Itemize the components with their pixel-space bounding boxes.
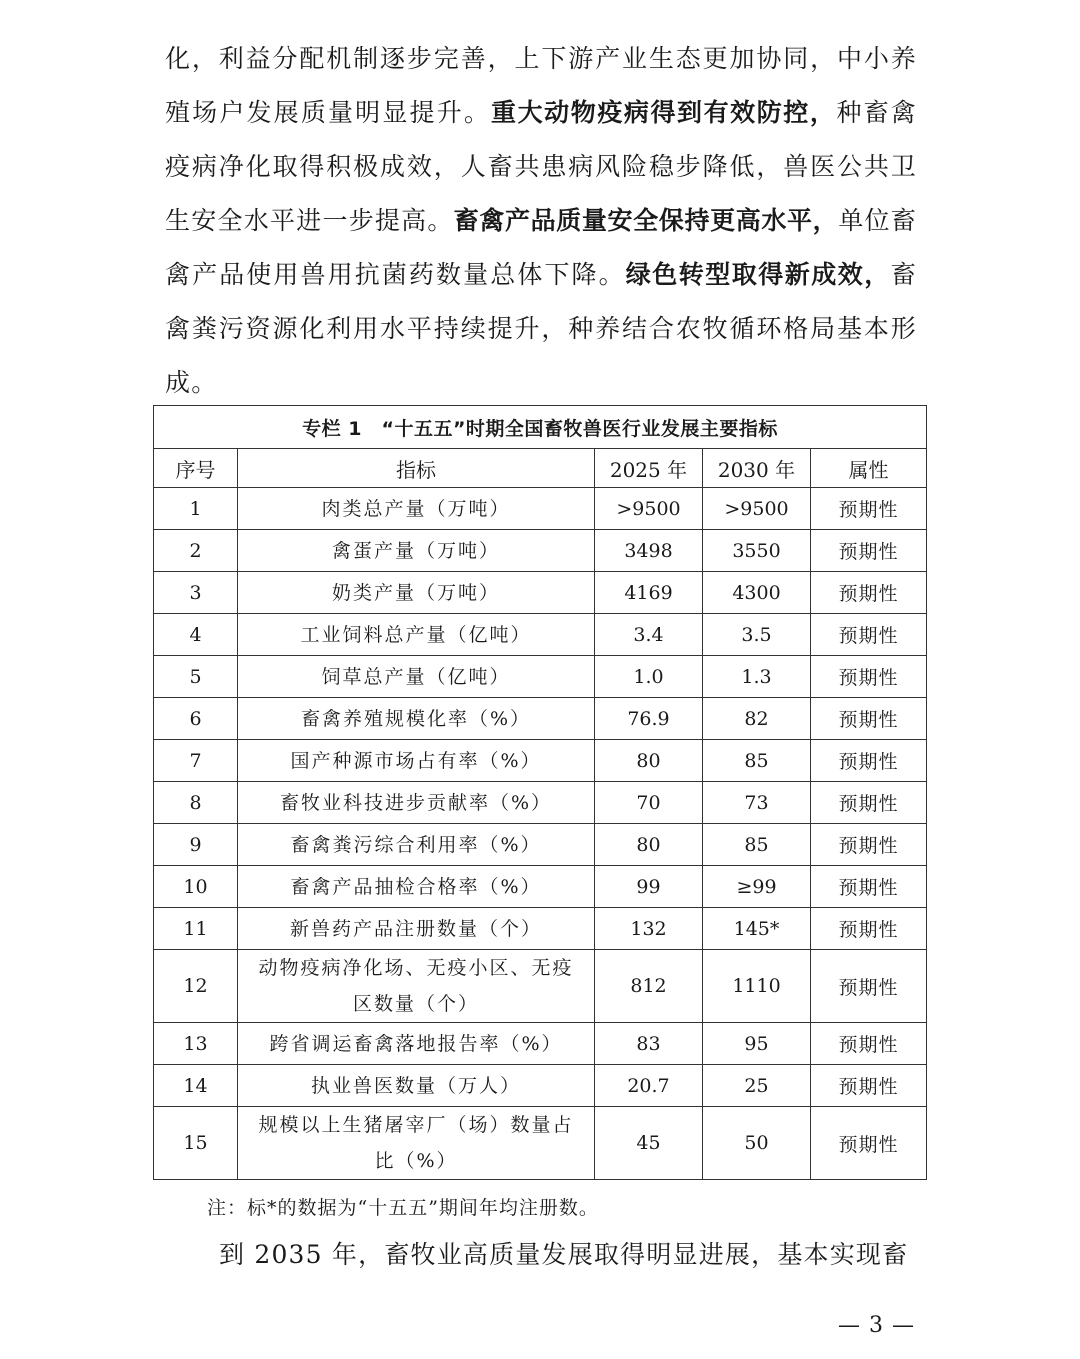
row-value-2030: 4300 [703,572,811,614]
header-number: 序号 [154,449,238,488]
row-number: 14 [154,1065,238,1107]
row-indicator: 执业兽医数量（万人） [238,1065,595,1107]
row-value-2025: 20.7 [595,1065,703,1107]
row-value-2030: 50 [703,1107,811,1180]
row-number: 15 [154,1107,238,1180]
header-2025: 2025 年 [595,449,703,488]
row-attribute: 预期性 [811,824,927,866]
paragraph-text: 化，利益分配机制逐步完善，上下游产业生态更加协同，中小养殖场户发展质量明显提升。 [165,44,917,127]
row-attribute: 预期性 [811,1107,927,1180]
row-value-2030: 1110 [703,950,811,1023]
row-value-2025: >9500 [595,488,703,530]
row-number: 5 [154,656,238,698]
row-number: 4 [154,614,238,656]
row-number: 9 [154,824,238,866]
row-indicator: 国产种源市场占有率（%） [238,740,595,782]
row-value-2025: 3498 [595,530,703,572]
table-row [154,614,927,656]
bold-heading-text: 畜禽产品质量安全保持更高水平， [453,206,839,235]
bold-heading-text: 绿色转型取得新成效， [625,260,891,289]
row-value-2030: >9500 [703,488,811,530]
row-attribute: 预期性 [811,782,927,824]
row-indicator: 动物疫病净化场、无疫小区、无疫区数量（个） [238,950,595,1023]
paragraph-text: 单位畜禽产品使用兽用抗菌药数量总体下降。 [165,206,917,289]
row-attribute: 预期性 [811,572,927,614]
row-value-2030: 3.5 [703,614,811,656]
row-value-2025: 812 [595,950,703,1023]
row-number: 12 [154,950,238,1023]
row-attribute: 预期性 [811,698,927,740]
row-attribute: 预期性 [811,488,927,530]
row-value-2030: 25 [703,1065,811,1107]
row-value-2025: 83 [595,1023,703,1065]
body-paragraph: 到 2035 年，畜牧业高质量发展取得明显进展，基本实现畜 [219,1240,909,1269]
table-row [154,530,927,572]
row-value-2030: 3550 [703,530,811,572]
row-number: 11 [154,908,238,950]
table-caption: 专栏 1 “十五五”时期全国畜牧兽医行业发展主要指标 [154,406,927,449]
table-row [154,698,927,740]
row-number: 13 [154,1023,238,1065]
row-indicator: 禽蛋产量（万吨） [238,530,595,572]
row-indicator: 跨省调运畜禽落地报告率（%） [238,1023,595,1065]
row-number: 10 [154,866,238,908]
row-number: 2 [154,530,238,572]
table-row [154,488,927,530]
header-2030: 2030 年 [703,449,811,488]
table-row [154,824,927,866]
row-value-2030: 73 [703,782,811,824]
row-value-2025: 132 [595,908,703,950]
row-indicator: 奶类产量（万吨） [238,572,595,614]
row-value-2025: 80 [595,824,703,866]
row-value-2030: 145* [703,908,811,950]
row-value-2025: 99 [595,866,703,908]
body-paragraph [165,32,917,410]
row-number: 7 [154,740,238,782]
row-number: 8 [154,782,238,824]
row-attribute: 预期性 [811,908,927,950]
table-row [154,908,927,950]
row-attribute: 预期性 [811,656,927,698]
row-indicator: 肉类总产量（万吨） [238,488,595,530]
row-number: 3 [154,572,238,614]
table-row [154,1065,927,1107]
row-value-2030: 95 [703,1023,811,1065]
row-indicator: 畜禽产品抽检合格率（%） [238,866,595,908]
row-indicator: 畜禽养殖规模化率（%） [238,698,595,740]
table-row [154,950,927,1023]
row-attribute: 预期性 [811,866,927,908]
indicators-table [153,405,927,1180]
row-attribute: 预期性 [811,1023,927,1065]
table-row [154,656,927,698]
table-row [154,740,927,782]
table-row [154,866,927,908]
row-value-2025: 3.4 [595,614,703,656]
table-row [154,572,927,614]
row-attribute: 预期性 [811,740,927,782]
row-value-2025: 80 [595,740,703,782]
bold-heading-text: 重大动物疫病得到有效防控， [491,98,837,127]
table-row [154,782,927,824]
row-number: 1 [154,488,238,530]
row-attribute: 预期性 [811,950,927,1023]
page-number: — 3 — [838,1313,915,1338]
row-attribute: 预期性 [811,530,927,572]
table-note: 注：标*的数据为“十五五”期间年均注册数。 [207,1197,599,1219]
row-indicator: 工业饲料总产量（亿吨） [238,614,595,656]
paragraph-text: 种畜禽疫病净化取得积极成效，人畜共患病风险稳步降低，兽医公共卫生安全水平进一步提高。 [165,98,917,235]
row-value-2025: 45 [595,1107,703,1180]
row-value-2030: 82 [703,698,811,740]
header-attribute: 属性 [811,449,927,488]
table-row [154,1023,927,1065]
row-indicator: 畜禽粪污综合利用率（%） [238,824,595,866]
row-value-2025: 4169 [595,572,703,614]
row-number: 6 [154,698,238,740]
row-indicator: 饲草总产量（亿吨） [238,656,595,698]
row-value-2025: 76.9 [595,698,703,740]
row-value-2030: 85 [703,740,811,782]
row-value-2025: 70 [595,782,703,824]
row-value-2025: 1.0 [595,656,703,698]
table-row [154,1107,927,1180]
row-indicator: 新兽药产品注册数量（个） [238,908,595,950]
paragraph-text: 畜禽粪污资源化利用水平持续提升，种养结合农牧循环格局基本形成。 [165,260,917,397]
row-value-2030: 85 [703,824,811,866]
row-indicator: 畜牧业科技进步贡献率（%） [238,782,595,824]
row-indicator: 规模以上生猪屠宰厂（场）数量占比（%） [238,1107,595,1180]
row-attribute: 预期性 [811,1065,927,1107]
row-value-2030: 1.3 [703,656,811,698]
header-indicator: 指标 [238,449,595,488]
row-attribute: 预期性 [811,614,927,656]
row-value-2030: ≥99 [703,866,811,908]
